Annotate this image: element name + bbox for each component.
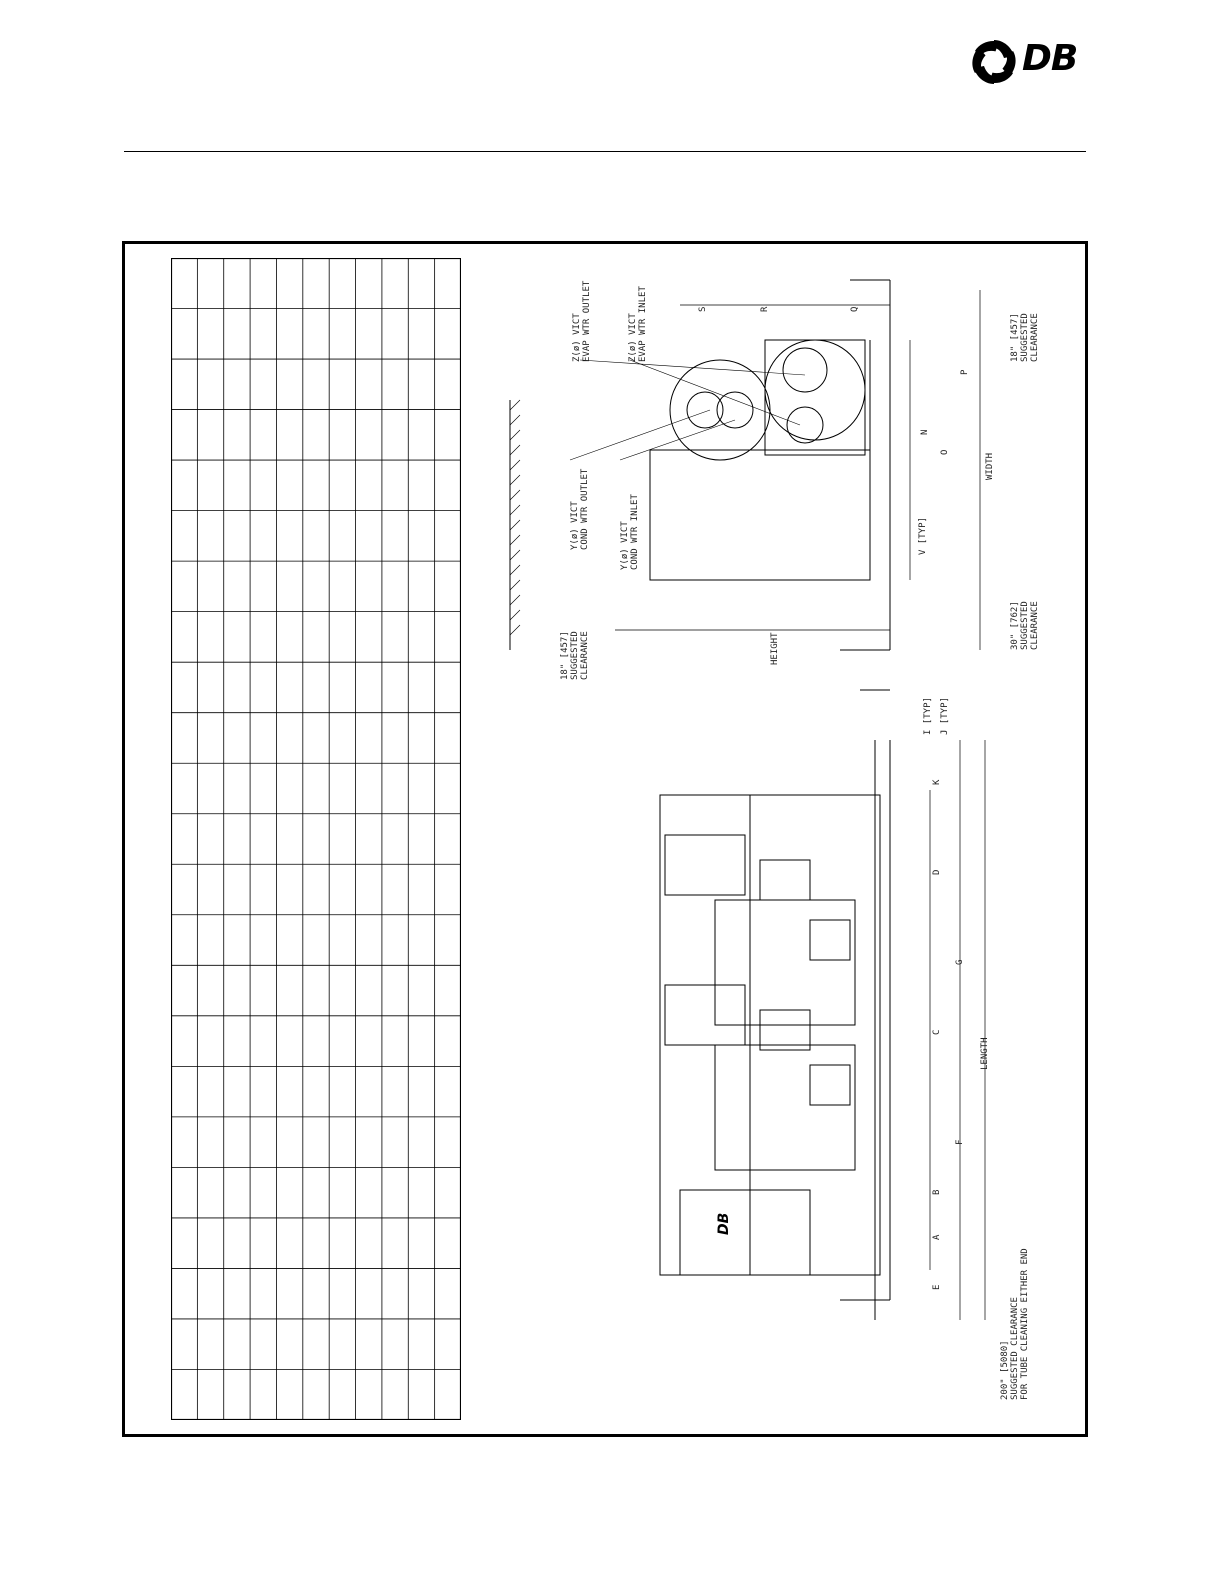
dim-o-label: O [940, 449, 950, 455]
dim-r-label: R [760, 306, 770, 312]
dim-a-label: A [932, 1234, 942, 1240]
panel-logo: DB [716, 1212, 732, 1235]
height-label: HEIGHT [770, 632, 780, 665]
logo-mark-icon [964, 32, 1024, 92]
dim-p-label: P [960, 369, 970, 375]
dim-s-label: S [698, 306, 708, 312]
clearance-bottom-label: 30" [762] SUGGESTED CLEARANCE [1010, 601, 1040, 650]
dim-d-label: D [932, 869, 942, 875]
dim-f-label: F [955, 1139, 965, 1145]
cond-inlet-label: Y(ø) VICT COND WTR INLET [620, 494, 640, 570]
dim-n-label: N [920, 429, 930, 435]
technical-drawing [480, 250, 1080, 1430]
chiller-drawing [480, 250, 1080, 1430]
clearance-right-label: 18" [457] SUGGESTED CLEARANCE [1010, 313, 1040, 362]
dim-v-label: V [TYP] [918, 517, 928, 555]
evap-outlet-label: Z(ø) VICT EVAP WTR OUTLET [572, 280, 592, 362]
logo-text: DB [1022, 38, 1078, 79]
dim-g-label: G [955, 959, 965, 965]
evap-inlet-label: Z(ø) VICT EVAP WTR INLET [628, 286, 648, 362]
dim-c-label: C [932, 1029, 942, 1035]
width-label: WIDTH [985, 452, 995, 480]
dim-e-label: E [932, 1284, 942, 1290]
header-divider [124, 151, 1086, 152]
clearance-left-label: 18" [457] SUGGESTED CLEARANCE [560, 631, 590, 680]
dim-b-label: B [932, 1189, 942, 1195]
dim-j-label: J [TYP] [940, 697, 950, 735]
cond-outlet-label: Y(ø) VICT COND WTR OUTLET [570, 468, 590, 550]
tube-clearance-label: 200" [5080] SUGGESTED CLEARANCE FOR TUBE CLEANING EITHER END [1000, 1248, 1030, 1400]
dim-i-label: I [TYP] [923, 697, 933, 735]
dim-q-label: Q [850, 306, 860, 312]
company-logo [964, 32, 1094, 92]
dim-k-label: K [932, 779, 942, 785]
dimension-table-grid [171, 258, 461, 1420]
length-label: LENGTH [980, 1037, 990, 1070]
